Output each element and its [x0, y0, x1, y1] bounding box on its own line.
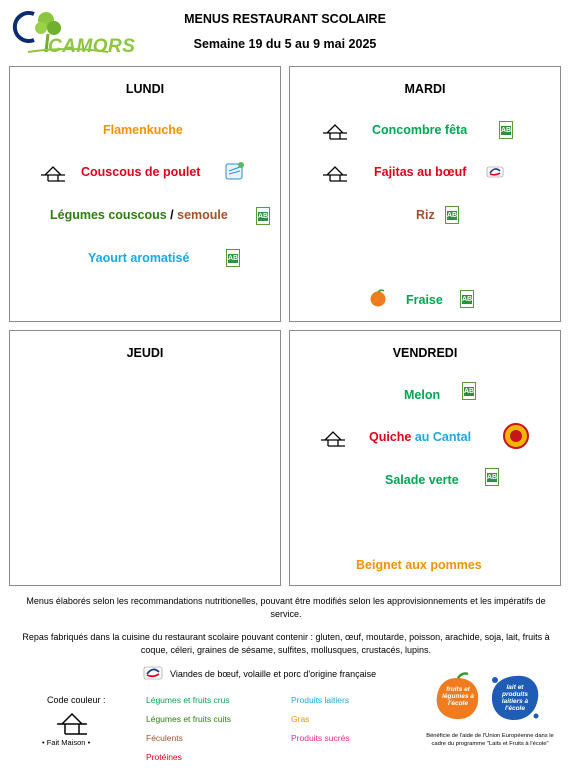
menu-item-separator: /: [166, 208, 178, 222]
logo-text: CAMORS: [48, 36, 136, 57]
menu-item: Yaourt aromatisé: [88, 251, 190, 265]
menu-item: Beignet aux pommes: [356, 558, 482, 572]
ab-icon: AB: [485, 468, 499, 486]
fait-maison-icon: [40, 163, 66, 183]
legend-item: Produits laitiers: [291, 695, 350, 705]
day-title-vendredi: VENDREDI: [392, 346, 458, 360]
legend-item: Produits sucrés: [291, 733, 350, 743]
legend-item: Protéines: [146, 752, 182, 762]
fait-maison-icon: [320, 428, 346, 448]
day-box-mardi: [289, 66, 561, 322]
menu-item: Salade verte: [385, 473, 459, 487]
camors-logo: [8, 6, 138, 58]
menu-item: [369, 430, 471, 444]
legend-item: Légumes et fruits crus: [146, 695, 230, 705]
page-subtitle: Semaine 19 du 5 au 9 mai 2025: [193, 37, 377, 51]
aop-icon: [502, 423, 530, 449]
fait-maison-icon: [322, 163, 348, 183]
viande-francaise-icon: [143, 664, 163, 682]
menu-item: Concombre fêta: [372, 123, 468, 137]
fait-maison-icon: [55, 710, 89, 736]
menu-item: [50, 208, 228, 222]
ab-icon: AB: [499, 121, 513, 139]
day-title-mardi: MARDI: [404, 82, 446, 96]
ab-icon: AB: [256, 207, 270, 225]
ab-icon: AB: [462, 382, 476, 400]
day-box-jeudi: [9, 330, 281, 586]
note-nutrition: Menus élaborés selon les recommandations nutritionelles, pouvant être modifiés selon les approvisionnements et les impératifs de service.: [26, 596, 546, 619]
menu-item-part: au Cantal: [411, 430, 472, 444]
legend-item: Légumes et fruits cuits: [146, 714, 232, 724]
menu-item: Riz: [416, 208, 435, 222]
menu-item: Melon: [404, 388, 441, 402]
day-box-vendredi: [289, 330, 561, 586]
ab-icon: AB: [226, 249, 240, 267]
menu-item-part: semoule: [177, 208, 228, 222]
eu-program-note: Bénéficie de l'aide de l'Union Européenne dans le cadre du programme "Laits et Fruits à l'école": [426, 733, 554, 747]
fait-maison-label: • Fait Maison •: [42, 738, 91, 747]
ab-icon: AB: [460, 290, 474, 308]
lait-logo-text: lait et produits laitiers à l'école: [501, 684, 529, 712]
fruits-logo-text: fruits et légumes à l'école: [442, 686, 474, 707]
fait-maison-icon: [322, 121, 348, 141]
lait-ecole-logo: [486, 672, 544, 724]
legend-item: Gras: [291, 714, 310, 724]
menu-item-part: Légumes couscous: [50, 208, 167, 222]
note-allergens: Repas fabriqués dans la cuisine du restaurant scolaire pouvant contenir : gluten, œuf, moutarde, poisson, arachide, soja, lait, fruits à coque, céleri, graines de sésame, sulfites, mollusques, crustacés, lupins.: [22, 632, 550, 655]
viande-francaise-icon: [486, 164, 504, 180]
page-title: MENUS RESTAURANT SCOLAIRE: [184, 12, 386, 26]
day-box-lundi: [9, 66, 281, 322]
bleu-blanc-coeur-icon: [225, 161, 245, 181]
code-couleur-label: Code couleur :: [47, 695, 106, 705]
day-title-lundi: LUNDI: [125, 82, 165, 96]
legend-item: Féculents: [146, 733, 183, 743]
ab-icon: AB: [445, 206, 459, 224]
fruits-ecole-icon: [368, 289, 388, 307]
fruits-legumes-ecole-logo: [432, 672, 482, 722]
day-title-jeudi: JEUDI: [126, 346, 164, 360]
menu-item: Couscous de poulet: [81, 165, 201, 179]
menu-item-part: Quiche: [369, 430, 412, 444]
menu-item: Fajitas au bœuf: [374, 165, 467, 179]
note-origin: Viandes de bœuf, volaille et porc d'origine française: [170, 669, 377, 679]
menu-item: Flamenkuche: [103, 123, 183, 137]
menu-item: Fraise: [406, 293, 443, 307]
